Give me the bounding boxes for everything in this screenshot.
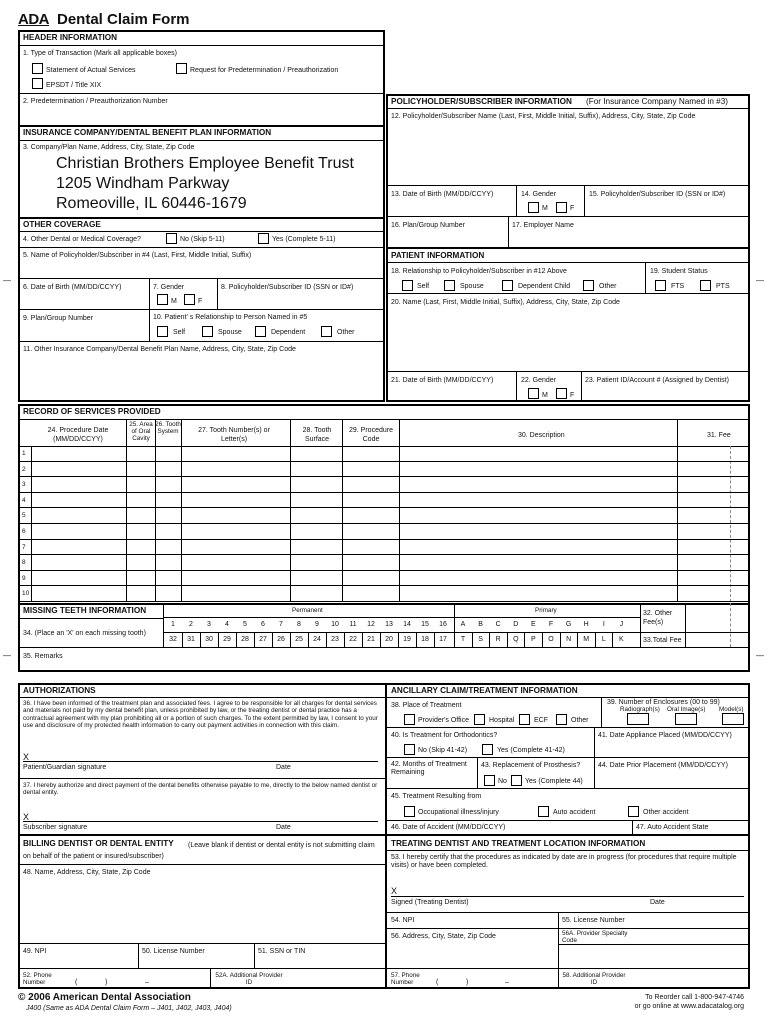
predetermination-label: Request for Predetermination / Preauthorization — [190, 67, 339, 74]
tooth-permanent-upper[interactable]: 8 — [297, 621, 301, 628]
rel-10-dependent-label: Dependent — [271, 329, 306, 336]
prosthesis-yes-checkbox[interactable] — [511, 775, 522, 786]
patient-section-title: PATIENT INFORMATION — [391, 251, 485, 260]
field-40-label: 40. Is Treatment for Orthodontics? — [391, 732, 498, 739]
tooth-permanent-upper[interactable]: 7 — [279, 621, 283, 628]
tooth-permanent-lower[interactable]: 20 — [385, 636, 393, 643]
field-34-label: 34. (Place an 'X' on each missing tooth) — [23, 630, 146, 637]
gender-22-m-label: M — [542, 392, 548, 399]
tooth-permanent-lower[interactable]: 22 — [349, 636, 357, 643]
epsdt-checkbox[interactable] — [32, 78, 43, 89]
enclosures-oral-images-label: Oral Image(s) — [667, 706, 706, 713]
ortho-yes-label: Yes (Complete 41-42) — [497, 747, 565, 754]
tooth-primary-lower[interactable]: T — [460, 636, 466, 643]
gender-14-m-checkbox[interactable] — [528, 202, 539, 213]
field-48-label: 48. Name, Address, City, State, Zip Code — [23, 869, 151, 876]
prosthesis-no-checkbox[interactable] — [484, 775, 495, 786]
col-25-header: 25. Area of Oral Cavity — [129, 421, 153, 442]
tooth-primary-lower[interactable]: N — [566, 636, 572, 643]
student-fts-checkbox[interactable] — [655, 280, 666, 291]
subscriber-signature-label: Subscriber signature — [23, 824, 88, 831]
permanent-label: Permanent — [292, 607, 323, 614]
service-row-number: 2 — [22, 465, 26, 473]
policyholder-section-title: POLICYHOLDER/SUBSCRIBER INFORMATION — [391, 97, 572, 106]
service-row[interactable] — [19, 446, 749, 462]
field-35-label: 35. Remarks — [23, 653, 63, 660]
subscriber-signature-date-label: Date — [276, 824, 291, 831]
missing-teeth-section-title: MISSING TEETH INFORMATION — [23, 606, 147, 615]
field-16-label: 16. Plan/Group Number — [391, 222, 465, 229]
tooth-permanent-upper[interactable]: 2 — [189, 621, 193, 628]
place-office-checkbox[interactable] — [404, 714, 415, 725]
field-6-label: 6. Date of Birth (MM/DD/CCYY) — [23, 284, 122, 291]
gender-7-f-checkbox[interactable] — [184, 294, 195, 305]
tooth-permanent-upper[interactable]: 9 — [315, 621, 319, 628]
treating-signature-date-label: Date — [650, 899, 665, 906]
field-7-label: 7. Gender — [153, 284, 185, 291]
rel-10-dependent-checkbox[interactable] — [255, 326, 266, 337]
phone-52-close-paren: ) — [105, 979, 108, 986]
field-15-label: 15. Policyholder/Subscriber ID (SSN or ID#) — [589, 191, 726, 198]
tooth-permanent-lower[interactable]: 25 — [295, 636, 303, 643]
billing-note: (Leave blank if dentist or dental entity is not submitting claim on behalf of the patient or insured/subscriber) — [23, 842, 375, 860]
insurance-address: 1205 Windham Parkway — [56, 175, 230, 192]
field-44-label: 44. Date Prior Placement (MM/DD/CCYY) — [598, 762, 728, 769]
service-row-number: 10 — [22, 590, 30, 598]
tooth-permanent-lower[interactable]: 29 — [223, 636, 231, 643]
field-23-label: 23. Patient ID/Account # (Assigned by Dentist) — [585, 377, 729, 384]
prosthesis-yes-label: Yes (Complete 44) — [525, 778, 583, 785]
insurance-section-title: INSURANCE COMPANY/DENTAL BENEFIT PLAN INFORMATION — [23, 128, 272, 137]
service-row-number: 3 — [22, 481, 26, 489]
patient-signature-date-label: Date — [276, 764, 291, 771]
tooth-permanent-upper[interactable]: 16 — [439, 621, 447, 628]
phone-57-dash: – — [505, 979, 509, 986]
tooth-primary-lower[interactable]: M — [583, 636, 590, 643]
copyright: © 2006 American Dental Association — [18, 992, 191, 1003]
primary-label: Primary — [535, 607, 557, 614]
enclosures-models-label: Model(s) — [719, 706, 744, 713]
col-26-header: 26. Tooth System — [155, 421, 181, 435]
service-row[interactable] — [19, 508, 749, 524]
field-53-text: 53. I hereby certify that the procedures as indicated by date are in progress (for procedures that require multiple visits) or have been completed. — [391, 854, 737, 869]
field-4-label: 4. Other Dental or Medical Coverage? — [23, 236, 141, 243]
field-42-label: 42. Months of Treatment Remaining — [391, 761, 467, 776]
occupational-injury-label: Occupational illness/injury — [418, 809, 499, 816]
sig2-x: X — [23, 812, 30, 822]
service-row-number: 7 — [22, 543, 26, 551]
field-3-label: 3. Company/Plan Name, Address, City, State, Zip Code — [23, 144, 195, 151]
tooth-primary-upper[interactable]: D — [513, 621, 519, 628]
tooth-permanent-upper[interactable]: 3 — [207, 621, 211, 628]
rel-10-spouse-label: Spouse — [218, 329, 242, 336]
field-2-label: 2. Predetermination / Preauthorization Number — [23, 98, 168, 105]
field-56a-label: 56A. Provider Specialty Code — [562, 930, 628, 944]
field-12-label: 12. Policyholder/Subscriber Name (Last, First, Middle Initial, Suffix), Address, City, State, Zip Code — [391, 113, 696, 120]
col-30-header: 30. Description — [518, 432, 565, 439]
authorizations-section-title: AUTHORIZATIONS — [23, 686, 96, 695]
tooth-primary-upper[interactable]: J — [619, 621, 624, 628]
service-row[interactable] — [19, 493, 749, 509]
other-coverage-yes-label: Yes (Complete 5-11) — [272, 236, 336, 243]
place-office-label: Provider's Office — [418, 717, 470, 724]
tooth-permanent-upper[interactable]: 4 — [225, 621, 229, 628]
field-52a-label: 52A. Additional Provider ID — [215, 972, 283, 986]
tooth-permanent-upper[interactable]: 10 — [331, 621, 339, 628]
field-18-label: 18. Relationship to Policyholder/Subscriber in #12 Above — [391, 268, 567, 275]
predetermination-checkbox[interactable] — [176, 63, 187, 74]
field-17-label: 17. Employer Name — [512, 222, 574, 229]
service-row[interactable] — [19, 540, 749, 556]
tooth-permanent-lower[interactable]: 21 — [367, 636, 375, 643]
tooth-permanent-lower[interactable]: 23 — [331, 636, 339, 643]
services-section-title: RECORD OF SERVICES PROVIDED — [23, 407, 161, 416]
enclosures-radiographs-label: Radiograph(s) — [620, 706, 660, 713]
field-11-label: 11. Other Insurance Company/Dental Benefit Plan Name, Address, City, State, Zip Code — [23, 346, 296, 353]
student-pts-label: PTS — [716, 283, 730, 290]
field-14-label: 14. Gender — [521, 191, 557, 198]
margin-mark-left-bottom: — — [3, 651, 11, 660]
other-accident-checkbox[interactable] — [628, 806, 639, 817]
tooth-permanent-upper[interactable]: 15 — [421, 621, 429, 628]
tooth-primary-lower[interactable]: R — [495, 636, 501, 643]
phone-57-open-paren: ( — [436, 979, 439, 986]
col-27-header: 27. Tooth Number(s) or Letter(s) — [198, 427, 270, 443]
field-36-text: 36. I have been informed of the treatment plan and associated fees. I agree to be responsible for all charges for dental services and materials not paid by my dental benefit plan, unless prohibited by law, or the treating dentist or dental practice has a contractual agreement with my plan prohibiting all or a portion of such charges. To the extent permitted by law, I consent to your use and disclosure of my protected health information to carry out payment activities in connection with this claim. — [23, 700, 378, 730]
gender-7-f-label: F — [198, 298, 203, 305]
rel-18-self-label: Self — [417, 283, 430, 290]
tooth-permanent-lower[interactable]: 19 — [403, 636, 411, 643]
tooth-permanent-lower[interactable]: 26 — [277, 636, 285, 643]
rel-18-other-label: Other — [599, 283, 617, 290]
margin-mark-right-top: — — [756, 276, 764, 285]
rel-18-other-checkbox[interactable] — [583, 280, 594, 291]
treating-section-title: TREATING DENTIST AND TREATMENT LOCATION INFORMATION — [391, 839, 646, 848]
rel-10-other-checkbox[interactable] — [321, 326, 332, 337]
ancillary-section-title: ANCILLARY CLAIM/TREATMENT INFORMATION — [391, 686, 578, 695]
field-55-label: 55. License Number — [562, 917, 625, 924]
tooth-permanent-lower[interactable]: 27 — [259, 636, 267, 643]
tooth-primary-lower[interactable]: S — [478, 636, 483, 643]
place-ecf-label: ECF — [534, 717, 548, 724]
tooth-primary-lower[interactable]: P — [531, 636, 536, 643]
header-section-title: HEADER INFORMATION — [23, 33, 117, 42]
margin-mark-right-bottom: — — [756, 651, 764, 660]
student-pts-checkbox[interactable] — [700, 280, 711, 291]
service-row-number: 8 — [22, 559, 26, 567]
tooth-primary-upper[interactable]: H — [583, 621, 589, 628]
tooth-permanent-lower[interactable]: 31 — [187, 636, 195, 643]
enclosures-oral-images-box[interactable] — [675, 713, 697, 725]
sig3-x: X — [391, 886, 398, 896]
phone-52-dash: – — [145, 979, 149, 986]
field-56-label: 56. Address, City, State, Zip Code — [391, 933, 496, 940]
form-number: J400 (Same as ADA Dental Claim Form – J401, J402, J403, J404) — [26, 1005, 232, 1012]
col-31-header: 31. Fee — [707, 432, 731, 439]
phone-52-open-paren: ( — [75, 979, 78, 986]
service-row-number: 5 — [22, 512, 26, 520]
rel-18-spouse-label: Spouse — [460, 283, 484, 290]
service-row-number: 4 — [22, 496, 26, 504]
tooth-primary-lower[interactable]: O — [548, 636, 554, 643]
tooth-primary-upper[interactable]: F — [548, 621, 554, 628]
field-32-label: 32. Other Fee(s) — [643, 610, 673, 626]
gender-22-f-checkbox[interactable] — [556, 388, 567, 399]
prosthesis-no-label: No — [498, 778, 507, 785]
sig1-x: X — [23, 752, 30, 762]
tooth-primary-upper[interactable]: C — [495, 621, 501, 628]
rel-10-other-label: Other — [337, 329, 355, 336]
insurance-name: Christian Brothers Employee Benefit Trust — [56, 155, 354, 172]
tooth-permanent-upper[interactable]: 5 — [243, 621, 247, 628]
policyholder-section-note: (For Insurance Company Named in #3) — [586, 97, 728, 106]
tooth-permanent-lower[interactable]: 28 — [241, 636, 249, 643]
rel-18-dependent-child-checkbox[interactable] — [502, 280, 513, 291]
field-45-label: 45. Treatment Resulting from — [391, 793, 482, 800]
tooth-primary-upper[interactable]: I — [602, 621, 605, 628]
field-2-input[interactable] — [20, 106, 383, 124]
other-coverage-yes-checkbox[interactable] — [258, 233, 269, 244]
place-ecf-checkbox[interactable] — [519, 714, 530, 725]
place-hospital-checkbox[interactable] — [474, 714, 485, 725]
treating-signature-label: Signed (Treating Dentist) — [391, 899, 469, 906]
service-row[interactable] — [19, 586, 749, 602]
reorder-web: or go online at www.adacatalog.org — [634, 1003, 744, 1010]
field-52-label: 52. Phone Number — [23, 972, 52, 986]
field-43-label: 43. Replacement of Prosthesis? — [481, 762, 581, 769]
field-51-label: 51. SSN or TIN — [258, 948, 306, 955]
tooth-permanent-upper[interactable]: 13 — [385, 621, 393, 628]
form-title: Dental Claim Form — [57, 11, 190, 28]
gender-22-f-label: F — [570, 392, 575, 399]
insurance-city-state-zip: Romeoville, IL 60446-1679 — [56, 195, 247, 212]
field-58-label: 58. Additional Provider ID — [562, 972, 626, 986]
field-1-label: 1. Type of Transaction (Mark all applicable boxes) — [23, 50, 177, 57]
field-5-label: 5. Name of Policyholder/Subscriber in #4 (Last, First, Middle Initial, Suffix) — [23, 252, 252, 259]
other-coverage-section-title: OTHER COVERAGE — [23, 220, 101, 229]
ortho-no-label: No (Skip 41-42) — [418, 747, 468, 754]
tooth-primary-lower[interactable]: L — [601, 636, 606, 643]
tooth-permanent-upper[interactable]: 12 — [367, 621, 375, 628]
field-20-label: 20. Name (Last, First, Middle Initial, Suffix), Address, City, State, Zip Code — [391, 299, 620, 306]
field-10-label: 10. Patient' s Relationship to Person Named in #5 — [153, 314, 308, 321]
field-22-label: 22. Gender — [521, 377, 557, 384]
enclosures-radiographs-box[interactable] — [627, 713, 649, 725]
field-21-label: 21. Date of Birth (MM/DD/CCYY) — [391, 377, 494, 384]
field-49-label: 49. NPI — [23, 948, 47, 955]
field-13-label: 13. Date of Birth (MM/DD/CCYY) — [391, 191, 494, 198]
other-accident-label: Other accident — [643, 809, 689, 816]
rel-18-spouse-checkbox[interactable] — [444, 280, 455, 291]
tooth-permanent-lower[interactable]: 17 — [439, 636, 447, 643]
field-19-label: 19. Student Status — [650, 268, 708, 275]
service-row-number: 9 — [22, 574, 26, 582]
tooth-permanent-upper[interactable]: 14 — [403, 621, 411, 628]
gender-7-m-checkbox[interactable] — [157, 294, 168, 305]
tooth-permanent-lower[interactable]: 32 — [169, 636, 177, 643]
service-row[interactable] — [19, 571, 749, 587]
field-39-label: 39. Number of Enclosures (00 to 99) — [607, 699, 720, 706]
rel-10-self-checkbox[interactable] — [157, 326, 168, 337]
tooth-primary-lower[interactable]: K — [619, 636, 624, 643]
auto-accident-checkbox[interactable] — [538, 806, 549, 817]
field-8-label: 8. Policyholder/Subscriber ID (SSN or ID#) — [221, 284, 354, 291]
student-fts-label: FTS — [671, 283, 685, 290]
field-50-label: 50. License Number — [142, 948, 205, 955]
tooth-primary-upper[interactable]: E — [531, 621, 536, 628]
patient-signature-label: Patient/Guardian signature — [23, 764, 107, 771]
field-57-label: 57. Phone Number — [391, 972, 420, 986]
other-coverage-no-checkbox[interactable] — [166, 233, 177, 244]
col-24-header: 24. Procedure Date (MM/DD/CCYY) — [47, 427, 109, 443]
service-row[interactable] — [19, 462, 749, 478]
gender-22-m-checkbox[interactable] — [528, 388, 539, 399]
billing-section-title: BILLING DENTIST OR DENTAL ENTITY — [23, 839, 174, 848]
ortho-yes-checkbox[interactable] — [482, 744, 493, 755]
gender-14-m-label: M — [542, 205, 548, 212]
gender-14-f-label: F — [570, 205, 575, 212]
gender-7-m-label: M — [171, 298, 177, 305]
field-54-label: 54. NPI — [391, 917, 415, 924]
ada-logo: ADA — [18, 11, 49, 28]
reorder-phone: To Reorder call 1-800-947-4746 — [645, 994, 744, 1001]
tooth-primary-upper[interactable]: G — [565, 621, 572, 628]
margin-mark-left-top: — — [3, 276, 11, 285]
statement-actual-services-label: Statement of Actual Services — [46, 67, 136, 74]
phone-57-close-paren: ) — [466, 979, 469, 986]
tooth-permanent-lower[interactable]: 18 — [421, 636, 429, 643]
tooth-primary-upper[interactable]: A — [460, 621, 466, 628]
tooth-permanent-lower[interactable]: 24 — [313, 636, 321, 643]
field-46-label: 46. Date of Accident (MM/DD/CCYY) — [391, 824, 506, 831]
rel-18-dependent-child-label: Dependent Child — [518, 283, 571, 290]
tooth-permanent-lower[interactable]: 30 — [205, 636, 213, 643]
occupational-injury-checkbox[interactable] — [404, 806, 415, 817]
tooth-permanent-upper[interactable]: 6 — [261, 621, 265, 628]
ortho-no-checkbox[interactable] — [404, 744, 415, 755]
auto-accident-label: Auto accident — [553, 809, 596, 816]
service-row-number: 1 — [22, 450, 26, 457]
field-41-label: 41. Date Appliance Placed (MM/DD/CCYY) — [598, 732, 732, 739]
tooth-primary-upper[interactable]: B — [478, 621, 483, 628]
place-hospital-label: Hospital — [489, 717, 515, 724]
epsdt-label: EPSDT / Title XIX — [46, 82, 102, 89]
service-row[interactable] — [19, 477, 749, 493]
tooth-permanent-upper[interactable]: 11 — [349, 621, 357, 628]
enclosures-models-box[interactable] — [722, 713, 744, 725]
gender-14-f-checkbox[interactable] — [556, 202, 567, 213]
rel-10-spouse-checkbox[interactable] — [202, 326, 213, 337]
field-38-label: 38. Place of Treatment — [391, 702, 462, 709]
service-row[interactable] — [19, 555, 749, 571]
tooth-permanent-upper[interactable]: 1 — [171, 621, 175, 628]
field-37-text: 37. I hereby authorize and direct payment of the dental benefits otherwise payable to me, directly to the below named dentist or dental entity. — [23, 782, 378, 797]
statement-actual-services-checkbox[interactable] — [32, 63, 43, 74]
other-coverage-no-label: No (Skip 5-11) — [180, 236, 225, 243]
tooth-primary-lower[interactable]: Q — [513, 636, 519, 643]
place-other-label: Other — [571, 717, 589, 724]
col-28-header: 28. Tooth Surface — [302, 427, 332, 443]
service-row-number: 6 — [22, 528, 26, 535]
field-47-label: 47. Auto Accident State — [636, 824, 709, 831]
col-29-header: 29. Procedure Code — [349, 427, 393, 443]
rel-18-self-checkbox[interactable] — [402, 280, 413, 291]
place-other-checkbox[interactable] — [556, 714, 567, 725]
field-9-label: 9. Plan/Group Number — [23, 315, 94, 322]
service-row[interactable] — [19, 524, 749, 540]
rel-10-self-label: Self — [173, 329, 186, 336]
field-33-label: 33.Total Fee — [643, 637, 682, 644]
